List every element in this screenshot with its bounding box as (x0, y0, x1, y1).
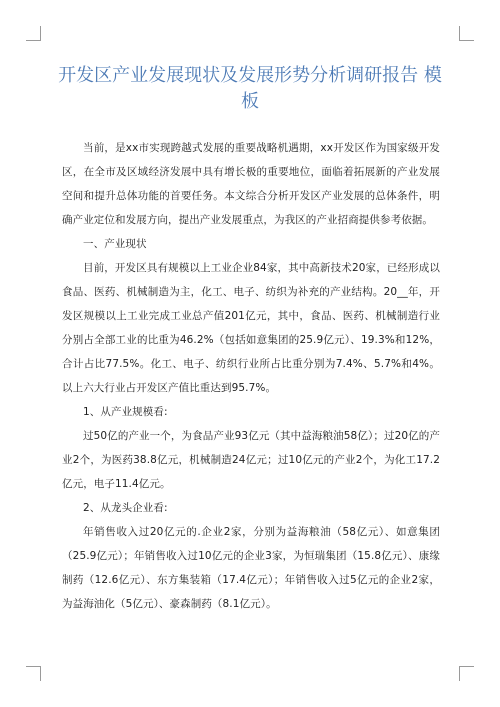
subheading-leading-enterprises: 2、从龙头企业看: (83, 502, 168, 514)
document-title: 开发区产业发展现状及发展形势分析调研报告 模板 (58, 65, 442, 112)
section-heading-industry-status: 一、产业现状 (83, 238, 147, 250)
crop-mark-top-left (26, 26, 41, 41)
crop-mark-bottom-right (459, 666, 474, 681)
crop-mark-bottom-left (26, 666, 41, 681)
industry-scale-paragraph: 过50亿的产业一个，为食品产业93亿元（其中益海粮油58亿）；过20亿的产业2个，为医药38.8亿元，机械制造24亿元；过10亿元的产业2个，为化工17.2亿元，电子11.4亿元。 (62, 430, 440, 490)
subheading-industry-scale: 1、从产业规模看: (83, 406, 168, 418)
leading-enterprises-paragraph: 年销售收入过20亿元的.企业2家，分别为益海粮油（58亿元）、如意集团（25.9亿元）；年销售收入过10亿元的企业3家，为恒瑞集团（15.8亿元）、康缘制药（12.6亿元）、东方集装箱（17.4亿元）；年销售收入过5亿元的企业2家，为益海油化（5亿元）、豪森制药（8.1亿元）。 (62, 526, 440, 610)
crop-mark-top-right (459, 26, 474, 41)
intro-paragraph: 当前，是xx市实现跨越式发展的重要战略机遇期，xx开发区作为国家级开发区，在全市及区域经济发展中具有增长极的重要地位，面临着拓展新的产业发展空间和提升总体功能的首要任务。本文综合分析开发区产业发展的总体条件，明确产业定位和发展方向，提出产业发展重点，为我区的产业招商提供参考依据。 (62, 142, 440, 226)
industry-status-paragraph: 目前，开发区具有规模以上工业企业84家，其中高新技术20家，已经形成以食品、医药、机械制造为主，化工、电子、纺织为补充的产业结构。20__年，开发区规模以上工业完成工业总产值201亿元，其中，食品、医药、机械制造行业分别占全部工业的比重为46.2%（包括如意集团的25.9亿元）、19.3%和12%，合计占比77.5%。化工、电子、纺织行业所占比重分别为7.4%、5.7%和4%。以上六大行业占开发区产值比重达到95.7%。 (62, 262, 440, 394)
document-body (62, 136, 440, 616)
